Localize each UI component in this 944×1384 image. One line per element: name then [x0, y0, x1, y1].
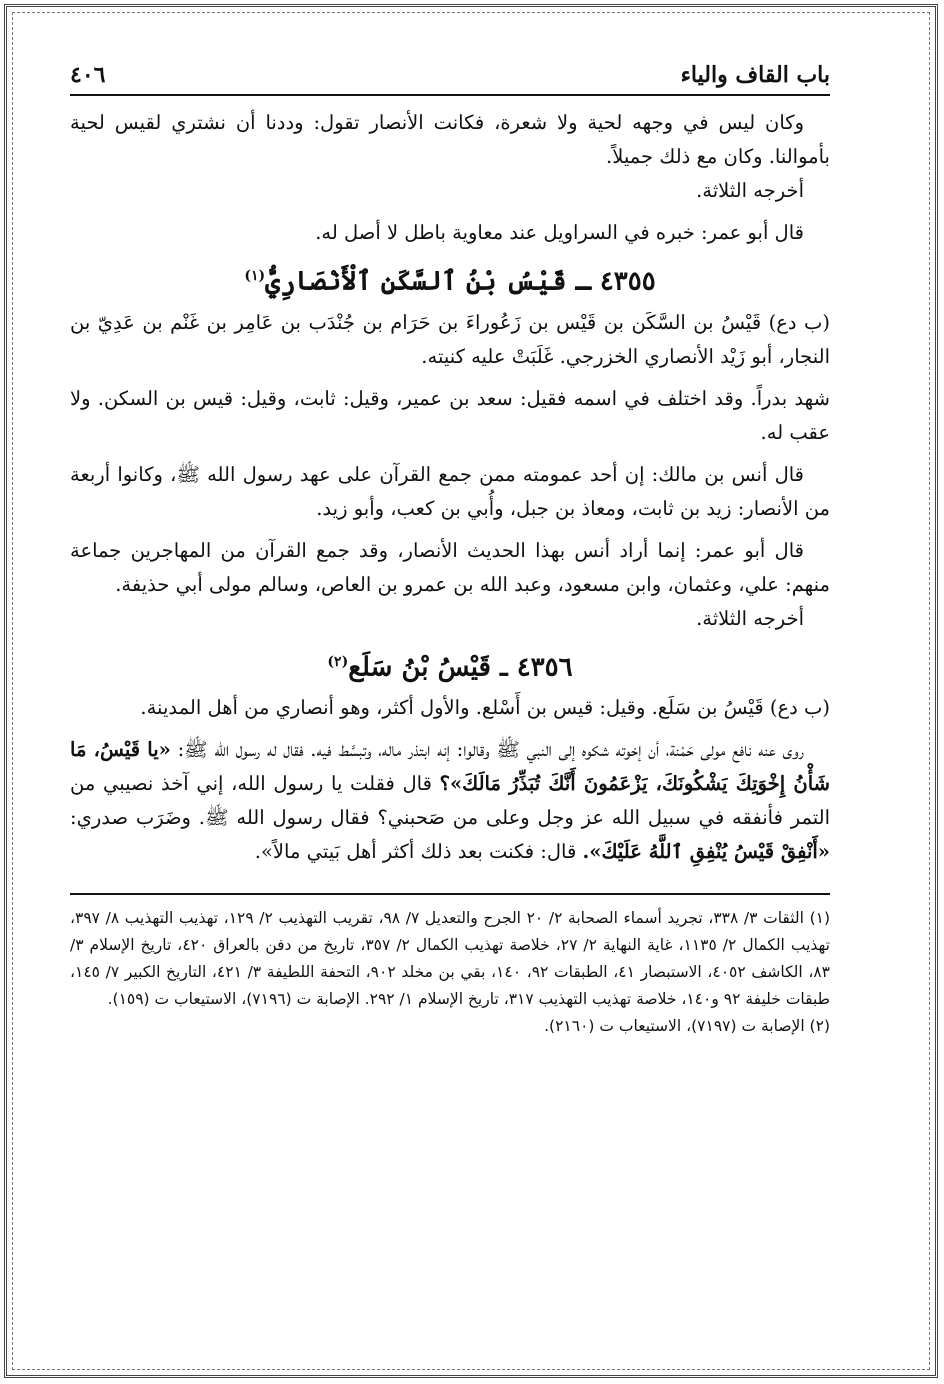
footnote-ref: (٢)	[327, 653, 349, 670]
paragraph: شهد بدراً. وقد اختلف في اسمه فقيل: سعد بن عمير، وقيل: ثابت، وقيل: قيس بن السكن. ولا عقب له.	[70, 386, 830, 444]
footnotes	[70, 893, 830, 1040]
main-text	[70, 106, 830, 869]
section-title: باب القاف والياء	[680, 62, 830, 88]
footnote-ref: (١)	[244, 268, 266, 284]
page-number: ٤٠٦	[70, 62, 106, 88]
paragraph: قال أبو عمر: خبره في السراويل عند معاوية باطل لا أصل له.	[315, 221, 804, 244]
narration-text: روى عنه نافع مولى حَمْنة، أن إخوته شكوه إلى النبي ﷺ وقالوا: إنه ابتذر ماله، وتبسَّط فيه. فقال له رسول الله ﷺ:	[177, 738, 805, 762]
book-page	[70, 62, 830, 1362]
paragraph: (ب دع) قَيْسُ بن السَّكَن بن قَيْس بن زَعُوراءَ بن حَرَام بن جُنْدَب بن عَامِر بن غَنْم بن عَدِيّ بن النجار، أبو زَيْد الأنصاري الخزرجي. غَلَبَتْ عليه كنيته.	[70, 310, 830, 368]
entry-heading-4355	[70, 254, 830, 304]
entry-heading-text: ٤٣٥٥ ـ قَيْسُ بْنُ ٱلسَّكَنِ ٱلْأَنْصَارِيُّ	[265, 266, 656, 297]
paragraph: أخرجه الثلاثة.	[696, 179, 804, 202]
narration-text: قال: فكنت بعد ذلك أكثر أهل بَيتي مالاً».	[254, 840, 577, 864]
entry-heading-4356	[70, 640, 830, 690]
running-head	[70, 62, 830, 96]
footnote: (١) الثقات ٣/ ٣٣٨، تجريد أسماء الصحابة ٢/ ٢٠ الجرح والتعديل ٧/ ٩٨، تقريب التهذيب ٢/ ١٢٩، تهذيب التهذيب ٨/ ٣٩٧، تهذيب الكمال ٢/ ١١٣٥، غاية النهاية ٢/ ٢٧، خلاصة تهذيب الكمال ٢/ ٣٥٧، تاريخ من دفن بالعراق ٤٢٠، تاريخ الإسلام ٣/ ٨٣، الكاشف ٤٠٥٢، الاستبصار ٤١، الطبقات ٩٢، ١٤٠، بقي بن مخلد ٩٠٢، التحفة اللطيفة ٣/ ٤٢١، التاريخ الكبير ٧/ ١٤٥، طبقات خليفة ٩٢ و١٤٠، خلاصة تهذيب التهذيب ٣١٧، تاريخ الإسلام ١/ ٢٩٢. الإصابة ت (٧١٩٦)، الاستيعاب ت (١٥٩).	[70, 909, 831, 1009]
footnote: (٢) الإصابة ت (٧١٩٧)، الاستيعاب ت (٢١٦٠).	[544, 1017, 830, 1036]
paragraph: قال أبو عمر: إنما أراد أنس بهذا الحديث الأنصار، وقد جمع القرآن من المهاجرين جماعة منهم: علي، وعثمان، وابن مسعود، وعبد الله بن عمرو بن العاص، وسالم مولى أبي حذيفة.	[70, 538, 830, 596]
narration-paragraph	[70, 733, 830, 869]
entry-heading-text: ٤٣٥٦ ـ قَيْسُ بْنُ سَلَع	[348, 652, 573, 683]
paragraph: وكان ليس في وجهه لحية ولا شعرة، فكانت الأنصار تقول: وددنا أن نشتري لقيس لحية بأموالنا. وكان مع ذلك جميلاً.	[70, 111, 830, 168]
paragraph: (ب دع) قَيْسُ بن سَلَع. وقيل: قيس بن أَسْلع. والأول أكثر، وهو أنصاري من أهل المدينة.	[140, 696, 830, 720]
paragraph: قال أنس بن مالك: إن أحد عمومته ممن جمع القرآن على عهد رسول الله ﷺ، وكانوا أربعة من الأنصار: زيد بن ثابت، ومعاذ بن جبل، وأُبي بن كعب، وأبو زيد.	[70, 462, 830, 520]
paragraph: أخرجه الثلاثة.	[696, 606, 804, 630]
hadith-quote: «أَنْفِقْ قَيْسُ يُنْفِقِ ٱللَّهُ عَلَيْكَ».	[582, 840, 830, 864]
hadith-quote: «يا قَيْسُ، مَا شَأْنُ إِخْوَتِكَ يَشْكُونَكَ، يَزْعَمُونَ أَنَّكَ تُبَذِّرُ مَالَكَ»؟	[70, 738, 831, 796]
narration-text: قال فقلت يا رسول الله، إني آخذ نصيبي من التمر فأنفقه في سبيل الله عز وجل وعلى من صَحبني؟ فقال رسول الله ﷺ. وضَرَب صدري:	[70, 772, 830, 830]
